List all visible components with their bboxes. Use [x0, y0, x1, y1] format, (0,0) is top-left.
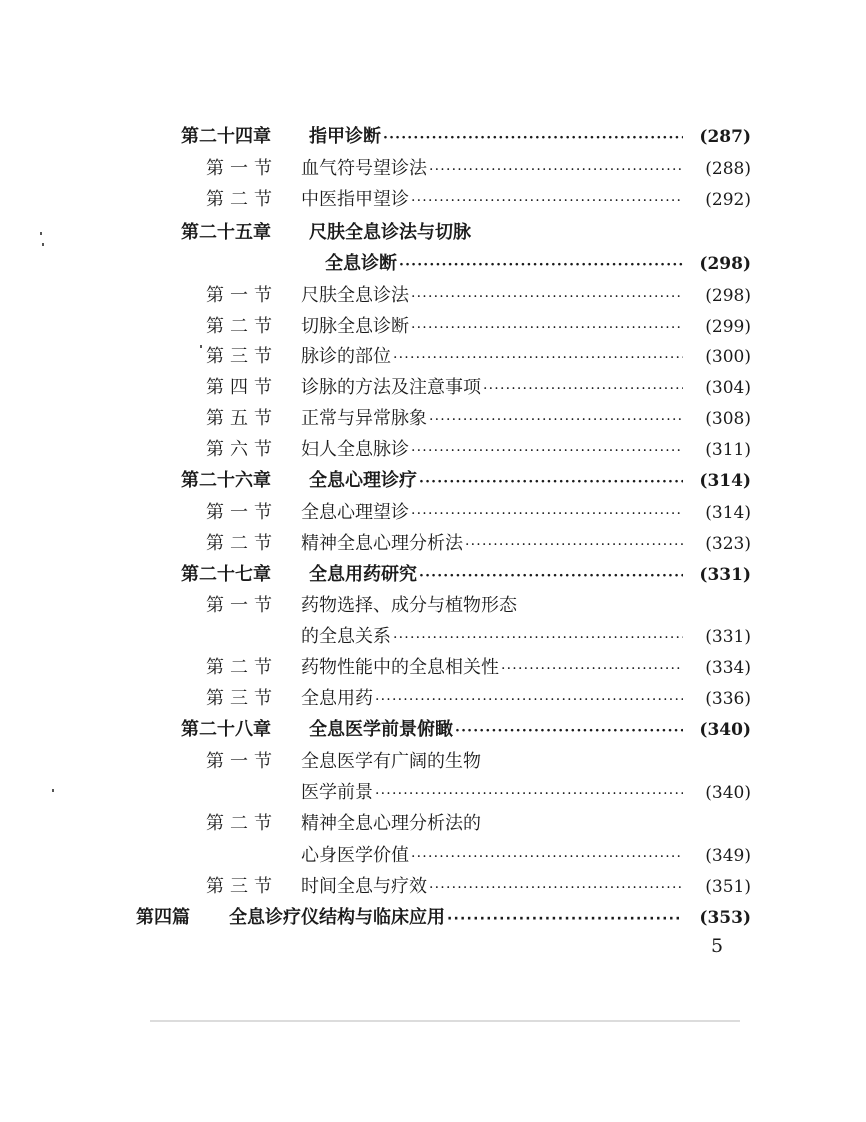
section-title: 切脉全息诊断: [301, 316, 409, 337]
dot-leader: [429, 874, 683, 902]
page-ref: (304): [705, 378, 751, 398]
section-title: 精神全息心理分析法的: [301, 813, 481, 834]
toc-part-4: [136, 904, 751, 932]
page-ref: (334): [705, 658, 751, 678]
dot-leader: [419, 562, 683, 590]
section-label: 第一节: [206, 502, 278, 523]
dot-leader: [429, 156, 683, 184]
toc-section: [206, 186, 751, 214]
section-label: 第四节: [206, 377, 278, 398]
dot-leader: [399, 251, 683, 279]
dot-leader: [375, 686, 683, 714]
section-label: 第三节: [206, 876, 278, 897]
chapter-title: 全息心理诊疗: [309, 470, 417, 491]
section-title: 全息用药: [301, 688, 373, 709]
toc-chapter-25-cont: [325, 250, 751, 278]
section-title: 药物选择、成分与植物形态: [301, 595, 517, 616]
toc-section: [206, 374, 751, 402]
dot-leader: [411, 843, 683, 871]
page-ref: (353): [699, 908, 751, 928]
section-title: 尺肤全息诊法: [301, 285, 409, 306]
dot-leader: [411, 187, 683, 215]
dot-leader: [483, 375, 683, 403]
section-label: 第二节: [206, 657, 278, 678]
page-ref: (331): [705, 627, 751, 647]
section-title-continued: 的全息关系: [301, 626, 391, 647]
toc-section: [206, 343, 751, 371]
scan-noise-line: [150, 1020, 740, 1022]
toc-section: [206, 530, 751, 558]
section-label: 第一节: [206, 595, 278, 616]
dot-leader: [455, 717, 683, 745]
dot-leader: [411, 500, 683, 528]
page-ref: (298): [699, 254, 751, 274]
section-title-continued: 医学前景: [301, 782, 373, 803]
toc-section: [206, 654, 751, 682]
toc-chapter-26: [181, 467, 751, 495]
section-title: 精神全息心理分析法: [301, 533, 463, 554]
chapter-label: 第二十八章: [181, 719, 271, 740]
toc-section: [206, 873, 751, 901]
page-ref: (308): [705, 409, 751, 429]
page-ref: (336): [705, 689, 751, 709]
section-title: 妇人全息脉诊: [301, 439, 409, 460]
chapter-label: 第二十四章: [181, 126, 271, 147]
toc-chapter-27: [181, 561, 751, 589]
page-ref: (300): [705, 347, 751, 367]
section-label: 第五节: [206, 408, 278, 429]
section-title-continued: 心身医学价值: [301, 845, 409, 866]
chapter-title-continued: 全息诊断: [325, 253, 397, 274]
page-ref: (314): [699, 471, 751, 491]
dot-leader: [465, 531, 683, 559]
toc-section: [206, 436, 751, 464]
toc-section: [206, 685, 751, 713]
section-label: 第六节: [206, 439, 278, 460]
section-label: 第三节: [206, 346, 278, 367]
section-title: 脉诊的部位: [301, 346, 391, 367]
section-title: 中医指甲望诊: [301, 189, 409, 210]
toc-chapter-28: [181, 716, 751, 744]
section-label: 第二节: [206, 813, 278, 834]
chapter-title: 全息医学前景俯瞰: [309, 719, 453, 740]
section-title: 全息心理望诊: [301, 502, 409, 523]
dot-leader: [411, 437, 683, 465]
toc-section-cont: [301, 842, 751, 870]
page-ref: (331): [699, 565, 751, 585]
dot-leader: [393, 344, 683, 372]
toc-section: [206, 282, 751, 310]
part-label: 第四篇: [136, 907, 190, 928]
toc-chapter-24: [181, 123, 751, 151]
section-label: 第二节: [206, 189, 278, 210]
section-title: 诊脉的方法及注意事项: [301, 377, 481, 398]
dot-leader: [501, 655, 683, 683]
section-label: 第二节: [206, 533, 278, 554]
dot-leader: [419, 468, 683, 496]
toc-section: [206, 592, 751, 620]
page-ref: (299): [705, 317, 751, 337]
scan-speck: [42, 243, 44, 246]
dot-leader: [375, 780, 683, 808]
toc-section-cont: [301, 623, 751, 651]
toc-section: [206, 405, 751, 433]
page-ref: (292): [705, 190, 751, 210]
chapter-title: 全息用药研究: [309, 564, 417, 585]
toc-section: [206, 155, 751, 183]
page-ref: (311): [705, 440, 751, 460]
toc-section: [206, 499, 751, 527]
chapter-label: 第二十五章: [181, 222, 271, 243]
scan-speck: [40, 232, 42, 235]
chapter-title: 指甲诊断: [309, 126, 381, 147]
dot-leader: [429, 406, 683, 434]
section-label: 第三节: [206, 688, 278, 709]
page-ref: (340): [705, 783, 751, 803]
part-title: 全息诊疗仪结构与临床应用: [229, 907, 445, 928]
section-label: 第一节: [206, 158, 278, 179]
toc-section: [206, 810, 751, 838]
scan-speck: [200, 345, 202, 348]
page-number: 5: [711, 935, 724, 957]
page-ref: (287): [699, 127, 751, 147]
page-ref: (351): [705, 877, 751, 897]
page-ref: (323): [705, 534, 751, 554]
page-ref: (288): [705, 159, 751, 179]
dot-leader: [393, 624, 683, 652]
section-title: 正常与异常脉象: [301, 408, 427, 429]
page-ref: (298): [705, 286, 751, 306]
toc-section: [206, 313, 751, 341]
section-title: 药物性能中的全息相关性: [301, 657, 499, 678]
page-ref: (314): [705, 503, 751, 523]
toc-section-cont: [301, 779, 751, 807]
section-title: 时间全息与疗效: [301, 876, 427, 897]
section-title: 血气符号望诊法: [301, 158, 427, 179]
scan-speck: [52, 789, 54, 792]
toc-chapter-25: [181, 219, 751, 247]
dot-leader: [411, 314, 683, 342]
chapter-label: 第二十七章: [181, 564, 271, 585]
chapter-label: 第二十六章: [181, 470, 271, 491]
section-title: 全息医学有广阔的生物: [301, 751, 481, 772]
section-label: 第一节: [206, 751, 278, 772]
chapter-title: 尺肤全息诊法与切脉: [309, 222, 471, 243]
dot-leader: [411, 283, 683, 311]
page-ref: (340): [699, 720, 751, 740]
page-ref: (349): [705, 846, 751, 866]
toc-section: [206, 748, 751, 776]
section-label: 第二节: [206, 316, 278, 337]
dot-leader: [383, 124, 683, 152]
dot-leader: [447, 905, 683, 933]
section-label: 第一节: [206, 285, 278, 306]
